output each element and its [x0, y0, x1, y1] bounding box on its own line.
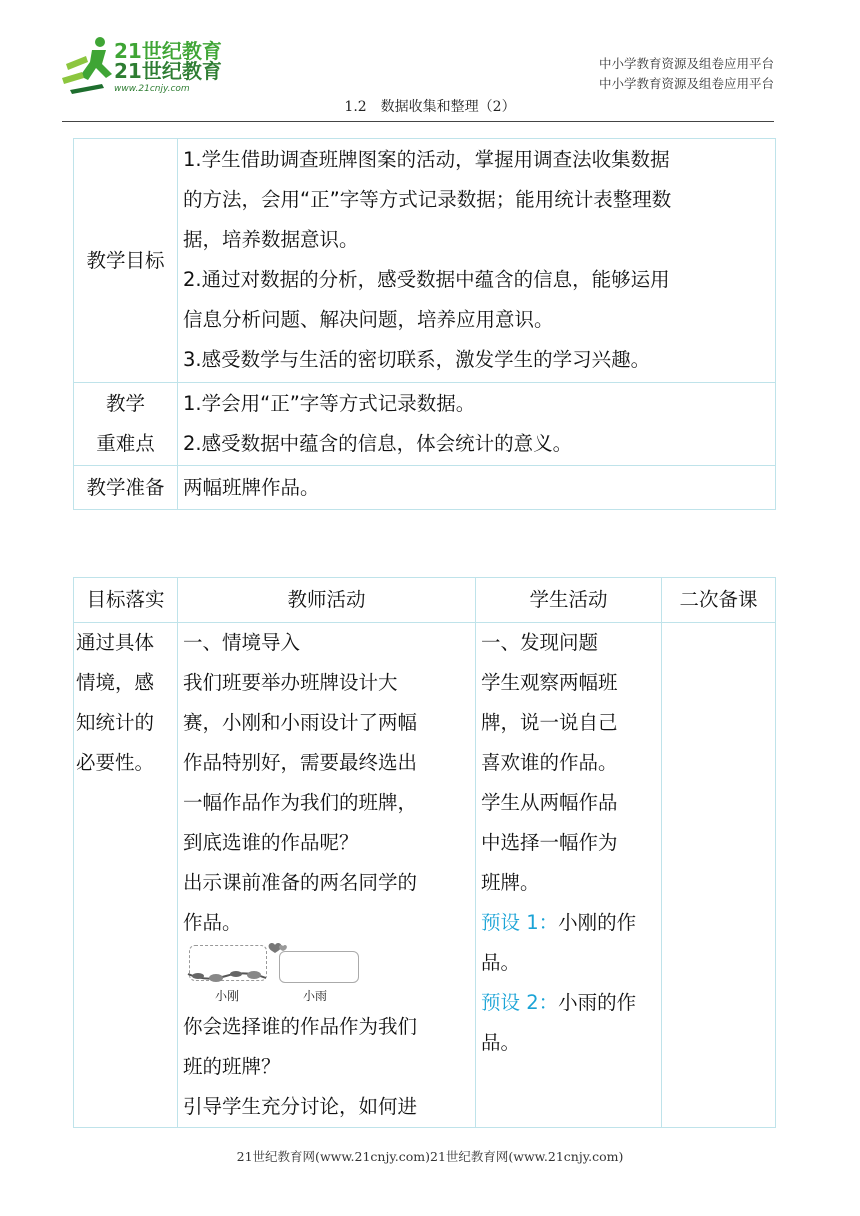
goal-line: 必要性。 — [76, 751, 155, 774]
activity-table — [73, 577, 776, 1128]
platform-line-2: 中小学教育资源及组卷应用平台 — [598, 76, 774, 91]
objective-line: 信息分析问题、解决问题，培养应用意识。 — [183, 308, 554, 331]
preset-1 — [481, 903, 657, 943]
teacher-line: 一幅作品作为我们的班牌， — [183, 791, 418, 814]
runner-icon — [62, 37, 112, 94]
class-plate-images — [187, 943, 367, 1007]
student-cell — [476, 623, 662, 1128]
goals-table — [73, 138, 776, 510]
key-point-line: 2.感受数据中蕴含的信息，体会统计的意义。 — [183, 432, 573, 455]
plate-label-xiaoyu: 小雨 — [303, 989, 328, 1003]
goal-cell — [74, 623, 178, 1128]
objective-line: 1.学生借助调查班牌图案的活动，掌握用调查法收集数据 — [183, 148, 670, 171]
footer-text: 21世纪教育网(www.21cnjy.com)21世纪教育网(www.21cnjy.com) — [236, 1149, 624, 1164]
document-title: 1.2 数据收集和整理（2） — [344, 99, 516, 115]
student-line: 一、发现问题 — [481, 631, 599, 654]
preset-1-cont: 品。 — [481, 951, 521, 974]
key-points-label-line1: 教学 — [105, 392, 145, 415]
teacher-line: 作品。 — [183, 911, 242, 934]
student-line: 中选择一幅作为 — [481, 831, 618, 854]
student-line: 班牌。 — [481, 871, 540, 894]
student-line: 牌，说一说自己 — [481, 711, 618, 734]
objectives-cell — [178, 139, 776, 383]
preset-2-label: 预设 2： — [481, 991, 559, 1014]
header-teacher: 教师活动 — [178, 578, 476, 623]
goal-line: 通过具体 — [76, 631, 155, 654]
key-points-cell — [178, 383, 776, 466]
teacher-line: 作品特别好，需要最终选出 — [183, 751, 418, 774]
xiaogang-plate-image — [189, 945, 267, 981]
preset-2-text: 小雨的作 — [558, 991, 637, 1014]
key-points-label — [74, 383, 178, 466]
plate-label-xiaogang: 小刚 — [215, 989, 240, 1003]
teacher-line: 一、情境导入 — [183, 631, 301, 654]
objectives-row — [74, 139, 776, 383]
student-line: 喜欢谁的作品。 — [481, 751, 618, 774]
activity-body-row — [74, 623, 776, 1128]
preset-1-label: 预设 1： — [481, 911, 559, 934]
student-line: 学生观察两幅班 — [481, 671, 618, 694]
objective-line: 3.感受数学与生活的密切联系，激发学生的学习兴趣。 — [183, 348, 651, 371]
teacher-line: 你会选择谁的作品作为我们 — [183, 1015, 418, 1038]
objective-line: 的方法，会用“正”字等方式记录数据；能用统计表整理数 — [183, 188, 672, 211]
preset-1-text: 小刚的作 — [558, 911, 637, 934]
objective-line: 据，培养数据意识。 — [183, 228, 359, 251]
teacher-line: 引导学生充分讨论，如何进 — [183, 1095, 418, 1118]
teacher-line: 赛，小刚和小雨设计了两幅 — [183, 711, 418, 734]
logo-url: www.21cnjy.com — [114, 84, 190, 94]
goal-line: 知统计的 — [76, 711, 155, 734]
platform-line-1: 中小学教育资源及组卷应用平台 — [598, 56, 774, 71]
header-student: 学生活动 — [476, 578, 662, 623]
preset-2 — [481, 983, 657, 1023]
preparation-cell: 两幅班牌作品。 — [178, 466, 776, 510]
goal-line: 情境，感 — [76, 671, 155, 694]
xiaoyu-plate-image — [279, 951, 359, 983]
teacher-line: 班的班牌？ — [183, 1055, 281, 1078]
preparation-row — [74, 466, 776, 510]
logo-text-shadow: 21世纪教育 — [114, 59, 222, 83]
key-point-line: 1.学会用“正”字等方式记录数据。 — [183, 392, 476, 415]
preset-2-cont: 品。 — [481, 1031, 521, 1054]
key-points-row — [74, 383, 776, 466]
student-line: 学生从两幅作品 — [481, 791, 618, 814]
activity-header-row — [74, 578, 776, 623]
teacher-line: 到底选谁的作品呢？ — [183, 831, 359, 854]
site-logo — [62, 34, 232, 96]
teacher-line: 出示课前准备的两名同学的 — [183, 871, 418, 894]
teacher-cell — [178, 623, 476, 1128]
objectives-label: 教学目标 — [74, 139, 178, 383]
header-divider — [62, 121, 774, 122]
objective-line: 2.通过对数据的分析，感受数据中蕴含的信息，能够运用 — [183, 268, 670, 291]
preparation-label: 教学准备 — [74, 466, 178, 510]
teacher-line: 我们班要举办班牌设计大 — [183, 671, 398, 694]
second-prep-cell — [662, 623, 776, 1128]
header-second-prep: 二次备课 — [662, 578, 776, 623]
logo-text: 21世纪教育 — [114, 39, 222, 63]
header-goal: 目标落实 — [74, 578, 178, 623]
key-points-label-line2: 重难点 — [96, 432, 155, 455]
